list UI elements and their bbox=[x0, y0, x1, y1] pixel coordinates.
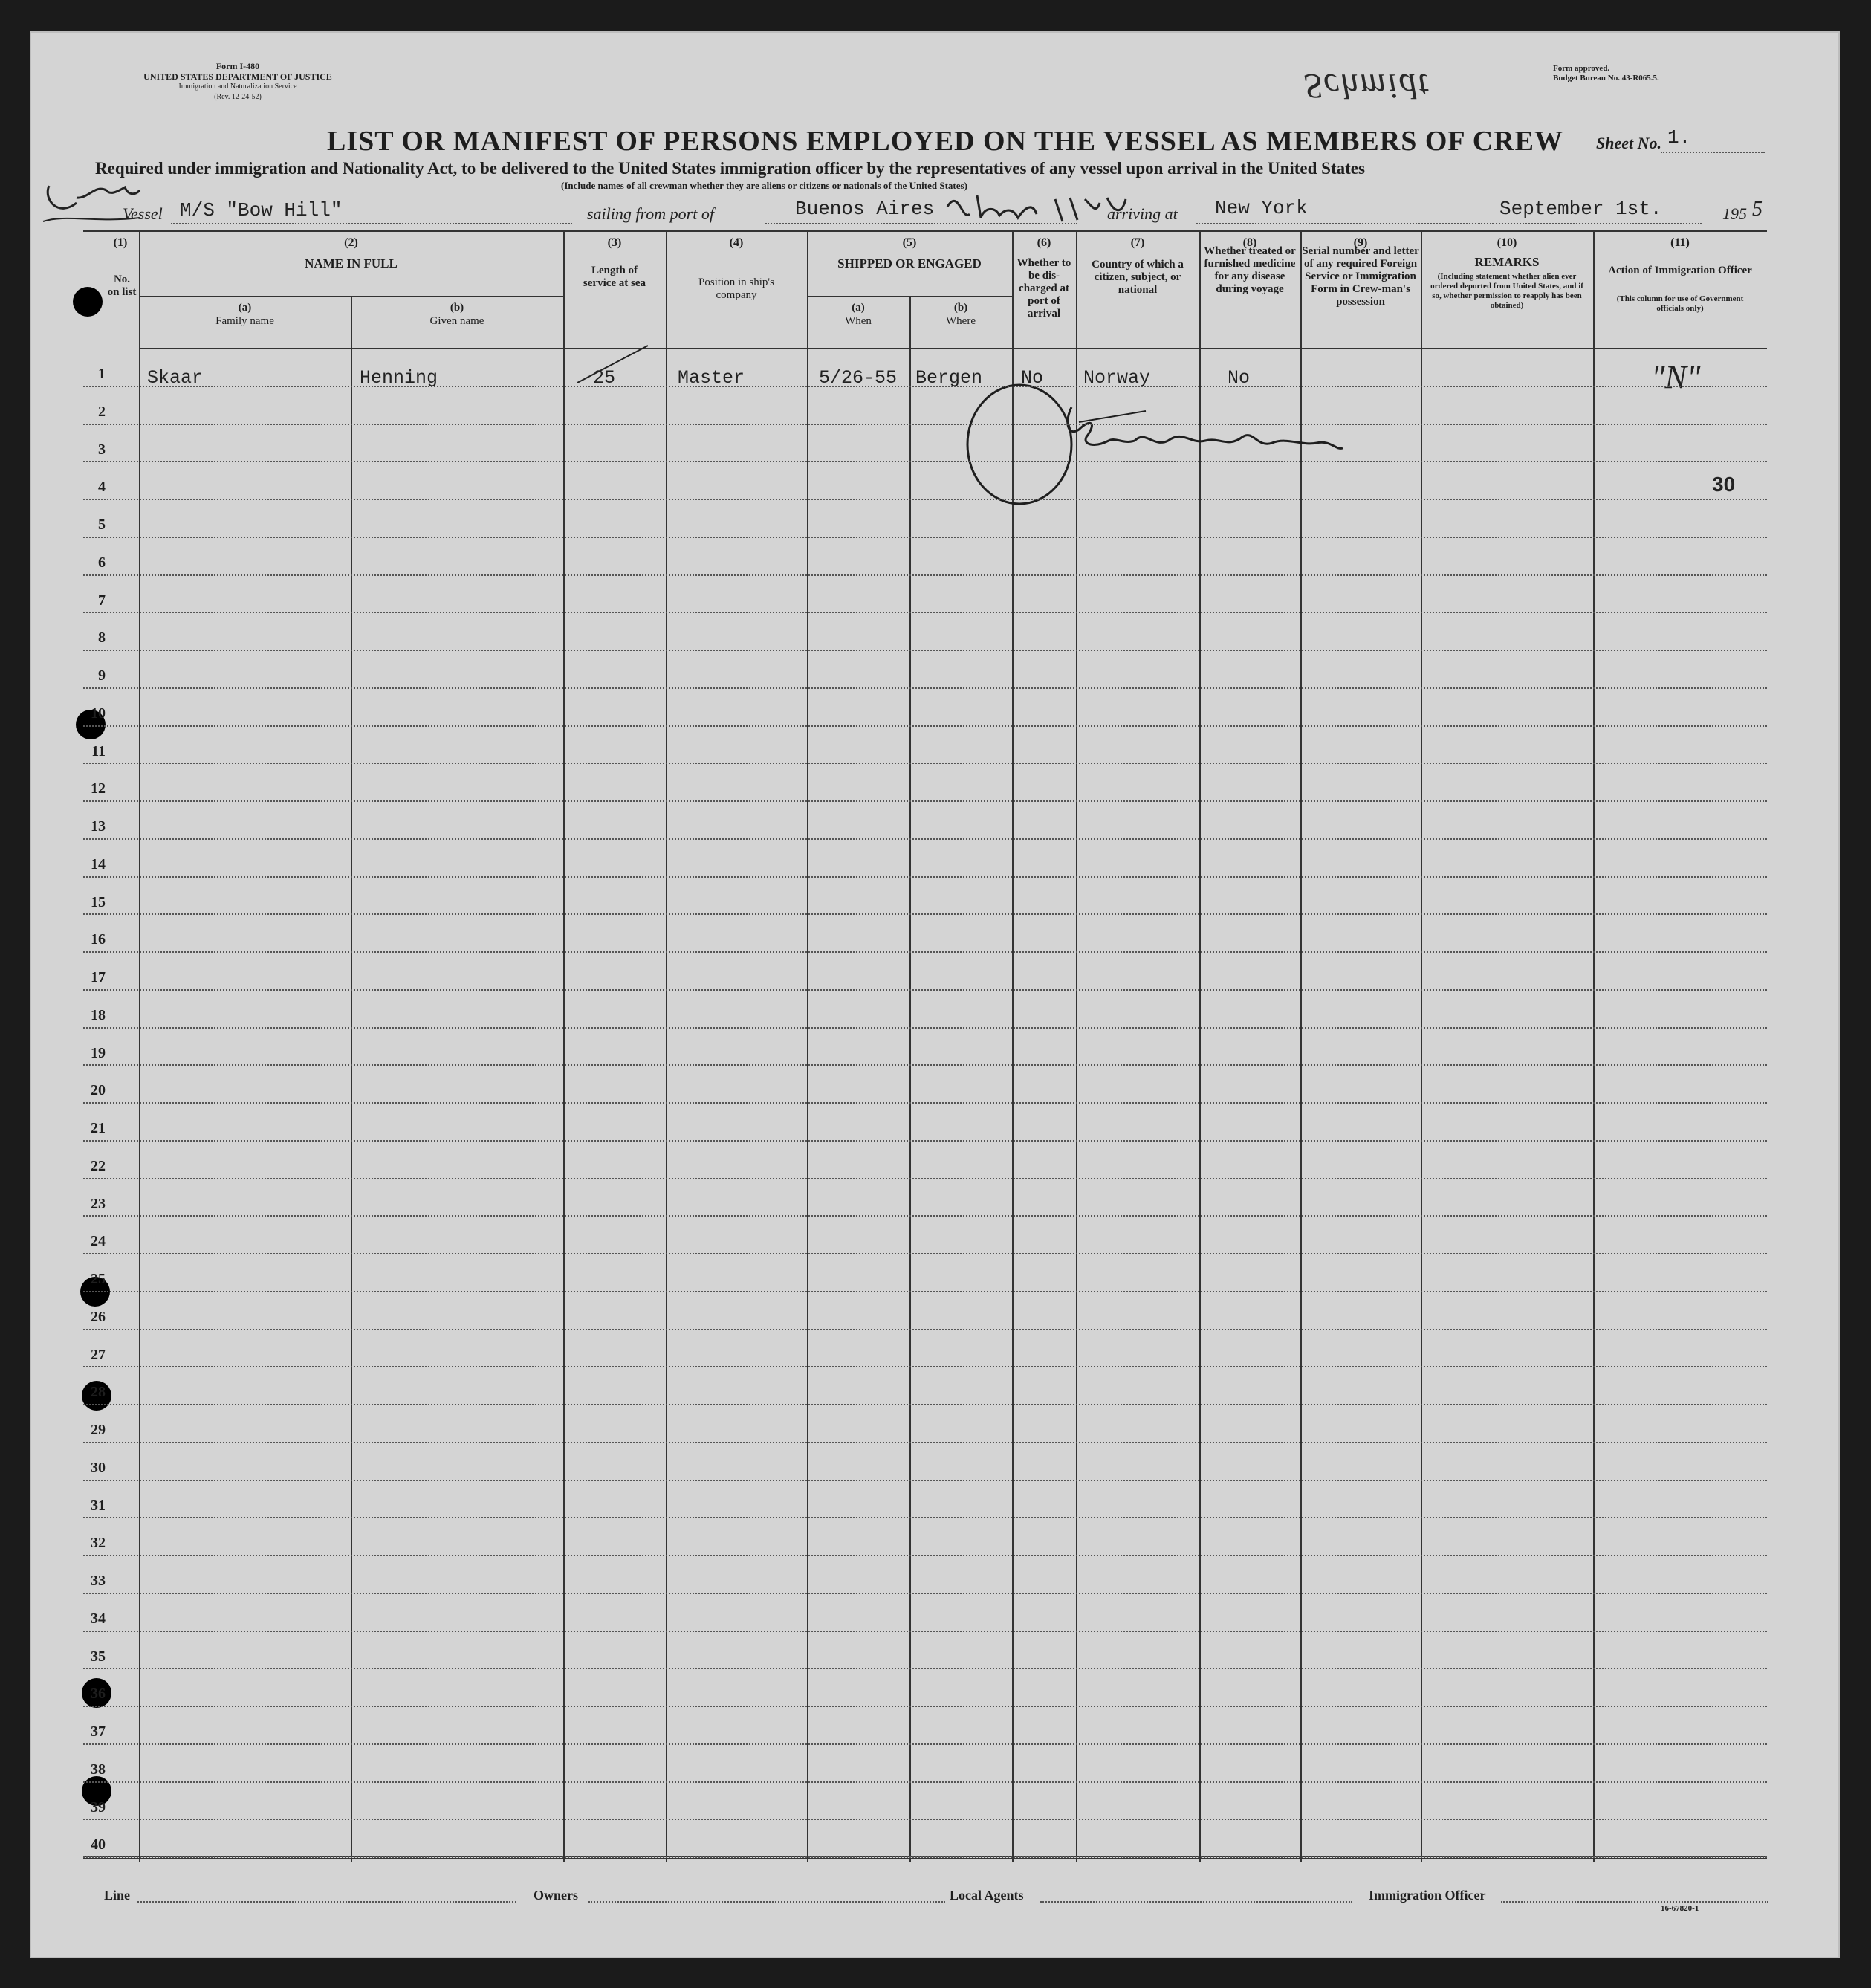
vessel-name: M/S "Bow Hill" bbox=[180, 199, 343, 221]
row-number: 38 bbox=[91, 1761, 106, 1778]
column-11-subheader: (This column for use of Government officials only) bbox=[1616, 294, 1744, 313]
column-4-number: (4) bbox=[729, 236, 744, 249]
row-number: 26 bbox=[91, 1308, 106, 1325]
row-number: 33 bbox=[91, 1573, 106, 1589]
column-rule bbox=[1421, 230, 1422, 1862]
table-row bbox=[83, 763, 1767, 764]
port-from: Buenos Aires bbox=[795, 198, 935, 220]
column-5b-header: Where bbox=[946, 315, 976, 327]
table-row bbox=[83, 1517, 1767, 1518]
sailing-from-label: sailing from port of bbox=[587, 204, 714, 223]
table-row bbox=[83, 687, 1767, 689]
column-rule bbox=[909, 297, 911, 1862]
table-row bbox=[83, 1253, 1767, 1254]
row-number: 11 bbox=[91, 742, 106, 760]
column-5-number: (5) bbox=[902, 236, 917, 249]
row-number: 27 bbox=[91, 1346, 106, 1363]
column-3-header: Length of service at sea bbox=[583, 265, 646, 289]
row-number: 32 bbox=[91, 1535, 106, 1552]
column-2-header: NAME IN FULL bbox=[305, 256, 398, 271]
column-7-number: (7) bbox=[1130, 236, 1145, 249]
column-5a-header: When bbox=[845, 315, 872, 327]
row-number: 12 bbox=[91, 780, 106, 797]
row-number: 28 bbox=[91, 1384, 106, 1401]
sheet-label: Sheet No. bbox=[1596, 134, 1661, 152]
table-row bbox=[83, 1781, 1767, 1783]
column-9-number: (9) bbox=[1353, 236, 1368, 249]
column-1-header: No. on list bbox=[107, 273, 137, 298]
table-row bbox=[83, 499, 1767, 500]
shipped-subheader-rule bbox=[807, 296, 1012, 297]
table-row bbox=[83, 1819, 1767, 1820]
date-line bbox=[1479, 223, 1702, 224]
row-number: 39 bbox=[91, 1798, 106, 1816]
table-row bbox=[83, 913, 1767, 915]
entry-family-name: Skaar bbox=[147, 367, 204, 389]
entry-shipped-where: Bergen bbox=[915, 367, 983, 389]
row-number: 24 bbox=[91, 1233, 106, 1250]
row-number: 23 bbox=[91, 1195, 106, 1212]
table-row bbox=[83, 1593, 1767, 1594]
header-bottom-rule bbox=[139, 348, 1767, 349]
table-row bbox=[83, 1329, 1767, 1330]
column-10-subheader: (Including statement whether alien ever ordered deported from United States, and if so, whether permission to reapply has been obtained) bbox=[1430, 272, 1583, 310]
vessel-label: Vessel bbox=[123, 204, 163, 223]
port-to: New York bbox=[1215, 197, 1308, 219]
column-rule bbox=[666, 230, 667, 1862]
table-row bbox=[83, 1140, 1767, 1142]
column-10-number: (10) bbox=[1497, 236, 1517, 249]
table-row bbox=[83, 1215, 1767, 1217]
name-subheader-rule bbox=[139, 296, 563, 297]
column-10-header: REMARKS bbox=[1474, 255, 1540, 269]
column-8-number: (8) bbox=[1242, 236, 1257, 249]
strike-mark bbox=[574, 342, 655, 386]
column-5b-number: (b) bbox=[953, 302, 968, 314]
row-number: 10 bbox=[91, 705, 106, 722]
column-4-header: Position in ship's company bbox=[698, 276, 774, 301]
include-note: (Include names of all crewman whether they are aliens or citizens or nationals of the United States) bbox=[561, 180, 967, 191]
table-row bbox=[83, 1102, 1767, 1104]
table-row bbox=[83, 989, 1767, 991]
entry-shipped-when: 5/26-55 bbox=[819, 367, 898, 389]
table-row bbox=[83, 951, 1767, 953]
row-number: 9 bbox=[98, 667, 106, 684]
table-row bbox=[83, 1178, 1767, 1179]
table-row bbox=[83, 1366, 1767, 1367]
row-number: 30 bbox=[91, 1459, 106, 1476]
footer-line-label: Line bbox=[104, 1888, 131, 1903]
table-row bbox=[83, 1291, 1767, 1292]
column-2b-header: Given name bbox=[429, 315, 484, 327]
service-name: Immigration and Naturalization Service bbox=[178, 82, 297, 91]
form-identification bbox=[67, 61, 409, 103]
row-number: 5 bbox=[98, 517, 106, 533]
entry-given-name: Henning bbox=[360, 367, 438, 389]
department-name: UNITED STATES DEPARTMENT OF JUSTICE bbox=[143, 71, 332, 82]
column-1-number: (1) bbox=[113, 236, 128, 249]
port-to-line bbox=[1196, 223, 1494, 224]
arrival-date: September 1st. bbox=[1499, 198, 1662, 220]
row-number: 15 bbox=[91, 893, 106, 910]
column-9-header: Serial number and letter of any required Foreign Service or Immigration Form in Crew-man's possession bbox=[1302, 245, 1419, 308]
row-number: 21 bbox=[91, 1120, 106, 1136]
table-row bbox=[83, 838, 1767, 840]
table-row bbox=[83, 1027, 1767, 1029]
footer-local-agents-label: Local Agents bbox=[950, 1888, 1024, 1903]
row-number: 7 bbox=[98, 592, 106, 609]
row-number: 1 bbox=[98, 366, 106, 382]
column-5a-number: (a) bbox=[852, 302, 865, 314]
row-number: 6 bbox=[98, 554, 106, 571]
footer-immigration-officer-field bbox=[1501, 1901, 1768, 1903]
column-6-header: Whether to be dis-charged at port of arrival bbox=[1016, 257, 1071, 320]
table-row bbox=[83, 424, 1767, 425]
footer-immigration-officer-label: Immigration Officer bbox=[1369, 1888, 1486, 1903]
footer-owners-field bbox=[588, 1901, 945, 1903]
row-number: 29 bbox=[91, 1422, 106, 1438]
column-5-header: SHIPPED OR ENGAGED bbox=[837, 256, 982, 271]
table-row bbox=[83, 800, 1767, 802]
entry-position: Master bbox=[678, 367, 745, 389]
row-number: 19 bbox=[91, 1044, 106, 1061]
table-row bbox=[83, 1743, 1767, 1745]
side-note-number: 30 bbox=[1712, 473, 1736, 496]
table-row bbox=[83, 1442, 1767, 1443]
form-number: Form I-480 bbox=[215, 61, 260, 71]
table-row bbox=[83, 1631, 1767, 1632]
column-7-header: Country of which a citizen, subject, or national bbox=[1092, 259, 1184, 296]
entry-treated: No bbox=[1228, 367, 1251, 389]
footer-owners-label: Owners bbox=[534, 1888, 578, 1903]
column-rule bbox=[1593, 230, 1595, 1862]
row-number: 36 bbox=[91, 1686, 106, 1703]
table-row bbox=[83, 725, 1767, 727]
handwritten-annotation: Schmidt bbox=[1304, 66, 1430, 106]
form-code: 16-67820-1 bbox=[1661, 1904, 1699, 1913]
table-row bbox=[83, 574, 1767, 576]
crew-table bbox=[83, 230, 1767, 1862]
row-number: 20 bbox=[91, 1082, 106, 1099]
vessel-name-line bbox=[171, 223, 572, 224]
column-rule bbox=[139, 230, 140, 1862]
row-number: 2 bbox=[98, 403, 106, 420]
entry-discharged: No bbox=[1021, 367, 1044, 389]
budget-bureau-number: Budget Bureau No. 43-R065.5. bbox=[1553, 74, 1659, 82]
entry-length-of-service: 25 bbox=[593, 367, 616, 389]
row-number: 13 bbox=[91, 818, 106, 835]
table-row bbox=[83, 1555, 1767, 1556]
column-2a-header: Family name bbox=[215, 315, 274, 327]
row-number: 37 bbox=[91, 1723, 106, 1740]
column-rule bbox=[807, 230, 808, 1862]
table-row bbox=[83, 1706, 1767, 1707]
budget-approval bbox=[1553, 64, 1776, 83]
table-row bbox=[83, 537, 1767, 538]
row-number: 25 bbox=[91, 1271, 106, 1287]
sheet-number-line bbox=[1661, 152, 1765, 153]
column-2b-number: (b) bbox=[450, 302, 464, 314]
year-prefix: 195 bbox=[1722, 204, 1747, 223]
table-row bbox=[83, 386, 1767, 387]
row-number: 34 bbox=[91, 1610, 106, 1627]
column-11-header: Action of Immigration Officer bbox=[1608, 265, 1752, 276]
column-11-number: (11) bbox=[1670, 236, 1690, 249]
column-3-number: (3) bbox=[607, 236, 622, 249]
table-row bbox=[83, 612, 1767, 613]
column-6-number: (6) bbox=[1037, 236, 1051, 249]
column-8-header: Whether treated or furnished medicine for any disease during voyage bbox=[1204, 245, 1296, 295]
footer-line-field bbox=[137, 1901, 516, 1903]
table-row bbox=[83, 876, 1767, 878]
revision-date: (Rev. 12-24-52) bbox=[214, 93, 262, 101]
row-number: 16 bbox=[91, 931, 106, 948]
document-title: LIST OR MANIFEST OF PERSONS EMPLOYED ON THE VESSEL AS MEMBERS OF CREW bbox=[327, 126, 1563, 157]
row-number: 4 bbox=[98, 479, 106, 496]
row-number: 8 bbox=[98, 629, 106, 647]
row-number: 40 bbox=[91, 1836, 106, 1853]
column-2a-number: (a) bbox=[238, 302, 252, 314]
row-number: 3 bbox=[98, 441, 106, 458]
column-2-number: (2) bbox=[344, 236, 358, 249]
footer-local-agents-field bbox=[1040, 1901, 1352, 1903]
row-number: 14 bbox=[91, 855, 106, 872]
row-number: 22 bbox=[91, 1157, 106, 1174]
handwritten-signature bbox=[960, 378, 1406, 511]
table-row bbox=[83, 461, 1767, 462]
table-row bbox=[83, 1856, 1767, 1858]
column-rule bbox=[351, 297, 352, 1862]
table-row bbox=[83, 650, 1767, 651]
entry-country: Norway bbox=[1083, 367, 1151, 389]
table-row bbox=[83, 1668, 1767, 1669]
requirement-statement: Required under immigration and Nationality Act, to be delivered to the United States immigration officer by the representatives of any vessel upon arrival in the United States bbox=[95, 159, 1365, 178]
column-rule bbox=[563, 230, 565, 1862]
approval-line: Form approved. bbox=[1553, 64, 1610, 73]
row-number: 17 bbox=[91, 969, 106, 985]
table-row bbox=[83, 1404, 1767, 1405]
table-row bbox=[83, 1064, 1767, 1066]
year-suffix: 5 bbox=[1752, 198, 1763, 221]
sheet-number: 1. bbox=[1667, 126, 1691, 149]
table-row bbox=[83, 1480, 1767, 1481]
row-number: 35 bbox=[91, 1648, 106, 1665]
row-number: 18 bbox=[91, 1006, 106, 1023]
arriving-at-label: arriving at bbox=[1107, 204, 1178, 223]
entry-immigration-action: "N" bbox=[1651, 359, 1701, 395]
row-number: 31 bbox=[91, 1497, 106, 1514]
table-top-rule bbox=[83, 230, 1767, 232]
